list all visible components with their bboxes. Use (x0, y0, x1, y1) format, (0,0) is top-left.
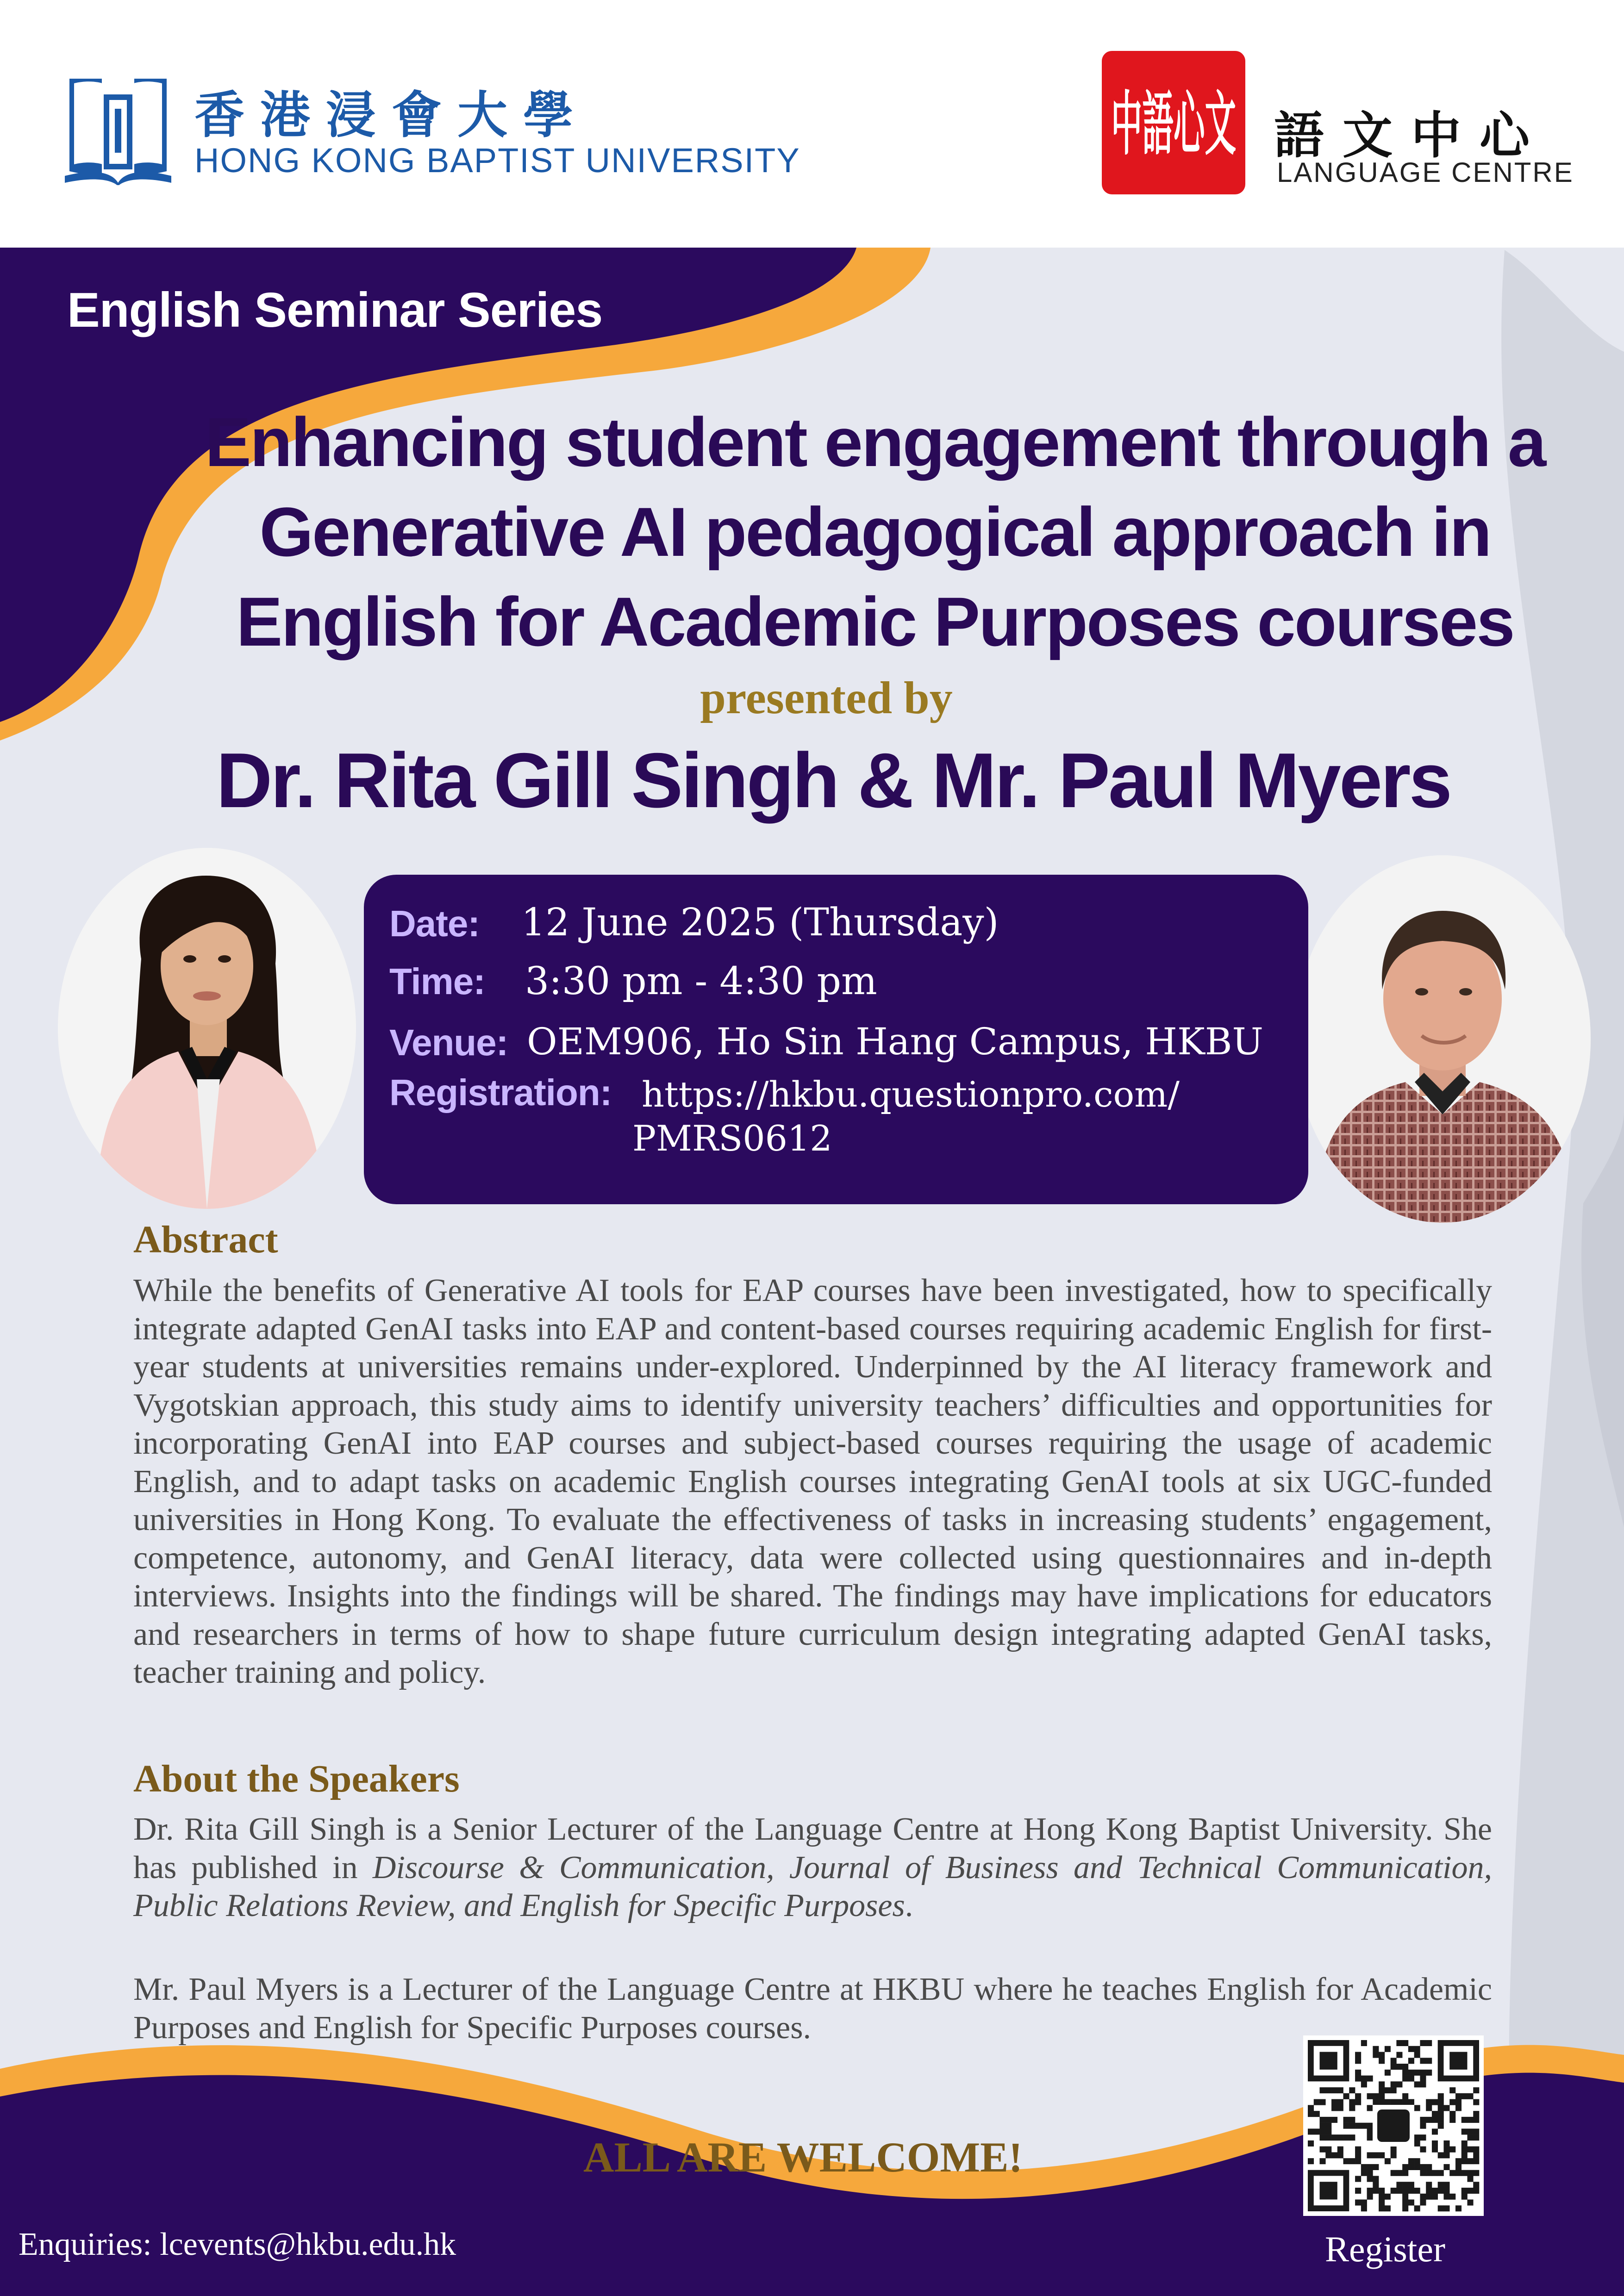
language-centre-seal-logo (1102, 51, 1245, 194)
hkbu-english-name: HONG KONG BAPTIST UNIVERSITY (194, 141, 800, 180)
language-centre-english-name: LANGUAGE CENTRE (1277, 157, 1574, 188)
registration-qr-code-icon[interactable] (1303, 2035, 1484, 2216)
bio-text-end: . (905, 1888, 913, 1923)
venue-label: Venue: (389, 1022, 508, 1063)
about-speakers-heading: About the Speakers (133, 1757, 460, 1800)
language-centre-chinese-name: 語文中心 (1274, 106, 1549, 165)
speaker-bio-paul: Mr. Paul Myers is a Lecturer of the Language Centre at HKBU where he teaches English for Academic Purposes and English for Specific Purposes courses. (133, 1972, 1492, 2046)
speaker-photo-paul (1294, 855, 1591, 1223)
seminar-series-label: English Seminar Series (67, 283, 603, 337)
hkbu-chinese-name: 香港浸會大學 (194, 87, 589, 144)
speaker-bio-rita (133, 1811, 1492, 1925)
registration-link[interactable]: https://hkbu.questionpro.com/ (642, 1074, 1180, 1115)
venue-value: OEM906, Ho Sin Hang Campus, HKBU (527, 1020, 1263, 1063)
event-details-box (364, 875, 1308, 1204)
hkbu-logo-icon (65, 65, 171, 185)
date-value: 12 June 2025 (Thursday) (521, 901, 999, 945)
speaker-photo-rita (58, 848, 356, 1209)
date-label: Date: (389, 903, 480, 944)
seal-text: 中語心文 (1111, 83, 1236, 165)
time-value: 3:30 pm - 4:30 pm (525, 959, 877, 1003)
abstract-text: While the benefits of Generative AI tools for EAP courses have been investigated, how to specifically integrate adapted GenAI tasks into EAP and content-based courses requiring academic English for first-year students at universities remains under-explored. Underpinned by the AI literacy framework and Vygotskian approach, this study aims to identify university teachers’ difficulties and opportunities for incorporating GenAI into EAP courses and subject-based courses requiring the usage of academic English, and to adapt tasks on academic English courses integrating GenAI tools at six UGC-funded universities in Hong Kong. To evaluate the effectiveness of tasks in increasing students’ engagement, competence, autonomy, and GenAI literacy, data were collected using questionnaires and in-depth interviews. Insights into the findings will be shared. The findings may have implications for educators and researchers in terms of how to shape future curriculum design integrating adapted GenAI tasks, teacher training and policy. (133, 1273, 1492, 1690)
bio-text: Dr. Rita Gill Singh is a Senior Lecturer of the Language Centre at Hong Kong Baptist University. She has published in (133, 1811, 1492, 1885)
abstract-heading: Abstract (133, 1218, 278, 1261)
presented-by-label: presented by (700, 672, 953, 723)
seminar-title: Enhancing student engagement through a Generative AI pedagogical approach in English for Academic Purposes courses (205, 403, 1545, 660)
registration-code: PMRS0612 (632, 1118, 832, 1159)
register-label: Register (1325, 2229, 1445, 2269)
enquiries-contact[interactable]: Enquiries: lcevents@hkbu.edu.hk (19, 2227, 456, 2262)
time-label: Time: (389, 961, 485, 1002)
welcome-message: ALL ARE WELCOME! (583, 2134, 1023, 2181)
speaker-names: Dr. Rita Gill Singh & Mr. Paul Myers (216, 737, 1450, 824)
registration-label: Registration: (389, 1072, 612, 1113)
publication-list: Discourse & Communication, Journal of Business and Technical Communication, Public Relations Review, and English for Specific Purposes (133, 1849, 1492, 1923)
